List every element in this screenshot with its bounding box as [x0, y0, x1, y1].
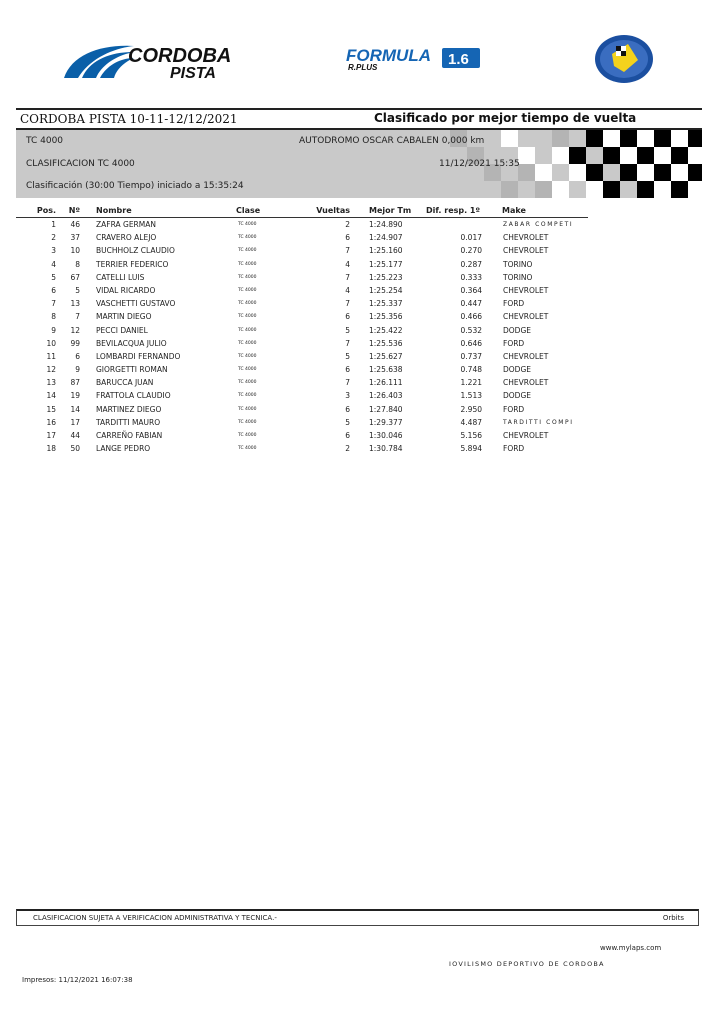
- formula-rplus-logo: [344, 46, 482, 72]
- cell-mejor-tm: 1:30.784: [369, 444, 403, 454]
- cell-make: CHEVROLET: [503, 233, 549, 243]
- cell-number: 19: [70, 391, 80, 401]
- cell-name: VASCHETTI GUSTAVO: [96, 299, 176, 309]
- cell-dif: 0.333: [460, 272, 482, 282]
- event-title: CORDOBA PISTA 10-11-12/12/2021: [20, 112, 238, 126]
- cell-name: LOMBARDI FERNANDO: [96, 351, 181, 361]
- cell-name: MARTINEZ DIEGO: [96, 404, 162, 414]
- session-detail: Clasificación (30:00 Tiempo) iniciado a 15:35:24: [26, 181, 244, 191]
- table-row: [16, 297, 588, 310]
- cell-vueltas: 6: [345, 233, 350, 243]
- cell-clase: TC 4000: [238, 367, 257, 373]
- cell-pos: 5: [51, 272, 56, 282]
- cell-mejor-tm: 1:25.177: [369, 259, 403, 269]
- cell-pos: 13: [46, 378, 56, 388]
- cell-make: FORD: [503, 444, 525, 454]
- table-row: [16, 271, 588, 284]
- cell-name: CRAVERO ALEJO: [96, 233, 157, 243]
- cell-name: BUCHHOLZ CLAUDIO: [96, 246, 175, 256]
- cell-mejor-tm: 1:25.160: [369, 246, 403, 256]
- header-name: Nombre: [96, 206, 132, 215]
- cell-make: FORD: [503, 299, 525, 309]
- federation-name: IOVILISMO DEPORTIVO DE CORDOBA: [449, 960, 605, 968]
- cell-pos: 10: [46, 338, 56, 348]
- cell-dif: 0.532: [460, 325, 482, 335]
- cell-clase: TC 4000: [238, 261, 257, 267]
- cell-name: BARUCCA JUAN: [96, 378, 154, 388]
- cell-dif: 0.737: [460, 351, 482, 361]
- cell-dif: 0.287: [460, 259, 482, 269]
- title-bar: [16, 108, 702, 130]
- session-label: CLASIFICACION TC 4000: [26, 159, 135, 169]
- cell-pos: 2: [51, 233, 56, 243]
- cell-mejor-tm: 1:29.377: [369, 417, 403, 427]
- cell-dif: 0.466: [460, 312, 482, 322]
- logo-formula-sub: R.PLUS: [348, 63, 378, 72]
- cell-vueltas: 4: [345, 259, 350, 269]
- cell-pos: 4: [51, 259, 56, 269]
- cell-make: CHEVROLET: [503, 246, 549, 256]
- header-dif: Dif. resp. 1º: [426, 206, 481, 215]
- cell-vueltas: 5: [345, 351, 350, 361]
- cell-vueltas: 2: [345, 444, 350, 454]
- cell-make: CHEVROLET: [503, 285, 549, 295]
- cell-mejor-tm: 1:25.627: [369, 351, 403, 361]
- cell-mejor-tm: 1:30.046: [369, 431, 403, 440]
- cell-name: CATELLI LUIS: [96, 272, 145, 282]
- header-vueltas: Vueltas: [316, 206, 350, 215]
- header-clase: Clase: [236, 206, 261, 215]
- cell-number: 7: [75, 312, 80, 322]
- cell-make: FORD: [503, 338, 525, 348]
- report-title: Clasificado por mejor tiempo de vuelta: [374, 111, 637, 125]
- logo-cordoba-line1: CORDOBA: [128, 45, 232, 67]
- cell-pos: 17: [46, 431, 56, 440]
- cell-mejor-tm: 1:25.356: [369, 312, 403, 322]
- cell-clase: TC 4000: [238, 406, 257, 412]
- cell-clase: TC 4000: [238, 314, 257, 320]
- cell-clase: TC 4000: [238, 433, 257, 438]
- cell-number: 6: [75, 351, 80, 361]
- cell-clase: TC 4000: [238, 287, 257, 293]
- cell-pos: 18: [46, 444, 56, 454]
- table-row: [16, 310, 588, 323]
- cell-number: 5: [75, 285, 80, 295]
- table-row: [16, 258, 588, 271]
- cell-name: VIDAL RICARDO: [96, 285, 156, 295]
- cell-mejor-tm: 1:25.254: [369, 285, 403, 295]
- cell-make: DODGE: [503, 365, 532, 375]
- cell-number: 10: [70, 246, 80, 256]
- footer-orbits: Orbits: [662, 914, 684, 922]
- cell-pos: 15: [46, 404, 56, 414]
- club-emblem-logo: [594, 34, 654, 84]
- cell-dif: 0.447: [460, 299, 482, 309]
- cell-dif: 5.156: [460, 431, 482, 440]
- cell-vueltas: 4: [345, 285, 350, 295]
- table-row: [16, 231, 588, 244]
- cell-pos: 12: [46, 365, 56, 375]
- cell-vueltas: 7: [345, 378, 350, 388]
- header-number: Nº: [68, 206, 80, 215]
- cell-make: CHEVROLET: [503, 378, 549, 388]
- footer-note: CLASIFICACION SUJETA A VERIFICACION ADMINISTRATIVA Y TECNICA.-: [33, 914, 277, 922]
- cell-number: 9: [75, 365, 80, 375]
- cell-pos: 1: [51, 220, 56, 229]
- cell-number: 14: [70, 404, 80, 414]
- table-header: [16, 204, 588, 218]
- logo-formula-text: FORMULA: [346, 46, 431, 65]
- cell-make: ZABAR COMPETI: [503, 221, 574, 228]
- cell-dif: 1.513: [460, 391, 482, 401]
- cell-make: TORINO: [503, 272, 533, 282]
- cell-number: 50: [70, 444, 80, 454]
- cell-number: 8: [75, 259, 80, 269]
- cell-mejor-tm: 1:25.337: [369, 299, 403, 309]
- header-mejor-tm: Mejor Tm: [369, 206, 412, 215]
- cell-mejor-tm: 1:26.111: [369, 378, 403, 388]
- category-label: TC 4000: [26, 136, 64, 146]
- cell-mejor-tm: 1:27.840: [369, 404, 403, 414]
- cell-make: TARDITTI COMPI: [503, 418, 574, 426]
- cell-number: 13: [70, 299, 80, 309]
- printed-timestamp: Impresos: 11/12/2021 16:07:38: [22, 976, 133, 984]
- cell-clase: TC 4000: [238, 393, 257, 399]
- cell-dif: 5.894: [460, 444, 482, 454]
- cell-pos: 16: [46, 417, 56, 427]
- cell-number: 99: [70, 338, 80, 348]
- cell-pos: 7: [51, 299, 56, 309]
- table-row: [16, 363, 588, 376]
- table-row: [16, 403, 588, 416]
- cell-clase: TC 4000: [238, 446, 257, 452]
- cell-mejor-tm: 1:25.536: [369, 338, 403, 348]
- cell-make: CHEVROLET: [503, 431, 549, 440]
- table-row: [16, 218, 588, 231]
- circuit-label: AUTODROMO OSCAR CABALEN 0,000 km: [299, 136, 485, 146]
- cell-number: 44: [70, 431, 80, 440]
- table-row: [16, 284, 588, 297]
- table-row: [16, 337, 588, 350]
- table-row: [16, 429, 588, 442]
- cell-dif: 0.017: [460, 233, 482, 243]
- cell-vueltas: 5: [345, 417, 350, 427]
- cell-name: TERRIER FEDERICO: [96, 259, 169, 269]
- cell-name: BEVILACQUA JULIO: [96, 338, 167, 348]
- cell-clase: TC 4000: [238, 419, 257, 425]
- cell-dif: 1.221: [460, 378, 482, 388]
- cell-vueltas: 2: [345, 220, 350, 229]
- cell-number: 67: [70, 272, 80, 282]
- table-row: [16, 389, 588, 402]
- cell-dif: 0.748: [460, 365, 482, 375]
- cell-clase: TC 4000: [238, 340, 257, 346]
- table-row: [16, 324, 588, 337]
- cell-name: GIORGETTI ROMAN: [96, 365, 168, 375]
- cell-make: DODGE: [503, 391, 532, 401]
- cell-dif: 0.646: [460, 338, 482, 348]
- cell-name: LANGE PEDRO: [96, 444, 151, 454]
- cell-name: FRATTOLA CLAUDIO: [96, 391, 171, 401]
- cell-dif: 2.950: [460, 404, 482, 414]
- cell-clase: TC 4000: [238, 353, 257, 359]
- cell-clase: TC 4000: [238, 301, 257, 307]
- cell-make: CHEVROLET: [503, 351, 549, 361]
- cell-pos: 11: [46, 351, 56, 361]
- cell-mejor-tm: 1:25.223: [369, 272, 403, 282]
- table-row: [16, 244, 588, 257]
- cell-vueltas: 7: [345, 338, 350, 348]
- table-row: [16, 442, 588, 455]
- cell-make: CHEVROLET: [503, 312, 549, 322]
- cell-mejor-tm: 1:25.638: [369, 365, 403, 375]
- cell-number: 12: [70, 325, 80, 335]
- cell-pos: 6: [51, 285, 56, 295]
- cell-clase: TC 4000: [238, 222, 257, 227]
- cell-make: DODGE: [503, 325, 532, 335]
- table-row: [16, 376, 588, 389]
- cell-clase: TC 4000: [238, 380, 257, 386]
- cell-pos: 8: [51, 312, 56, 322]
- logo-formula-badge: 1.6: [448, 51, 469, 68]
- session-info-box: [16, 130, 702, 198]
- cell-pos: 3: [51, 246, 56, 256]
- cell-vueltas: 6: [345, 404, 350, 414]
- cell-number: 17: [70, 417, 80, 427]
- cell-vueltas: 6: [345, 312, 350, 322]
- cell-vueltas: 7: [345, 272, 350, 282]
- footer-bar: [16, 909, 699, 926]
- table-row: [16, 350, 588, 363]
- cordoba-pista-logo: [62, 40, 232, 82]
- cell-vueltas: 7: [345, 299, 350, 309]
- cell-make: FORD: [503, 404, 525, 414]
- logo-cordoba-line2: PISTA: [170, 65, 216, 82]
- cell-name: PECCI DANIEL: [96, 325, 148, 335]
- results-table: [16, 204, 588, 455]
- session-datetime: 11/12/2021 15:35: [439, 159, 520, 169]
- cell-name: ZAFRA GERMAN: [96, 220, 156, 229]
- cell-clase: TC 4000: [238, 248, 257, 254]
- cell-vueltas: 7: [345, 246, 350, 256]
- cell-clase: TC 4000: [238, 235, 257, 241]
- cell-mejor-tm: 1:26.403: [369, 391, 403, 401]
- cell-dif: 0.270: [460, 246, 482, 256]
- cell-number: 46: [70, 220, 80, 229]
- cell-mejor-tm: 1:25.422: [369, 325, 403, 335]
- cell-mejor-tm: 1:24.907: [369, 233, 403, 243]
- cell-clase: TC 4000: [238, 274, 257, 280]
- cell-make: TORINO: [503, 259, 533, 269]
- cell-name: CARREÑO FABIAN: [96, 431, 163, 440]
- table-body: [16, 218, 588, 455]
- header-make: Make: [502, 206, 526, 215]
- cell-dif: 0.364: [460, 285, 482, 295]
- cell-dif: 4.487: [460, 417, 482, 427]
- cell-name: TARDITTI MAURO: [96, 417, 161, 427]
- cell-number: 37: [70, 233, 80, 243]
- cell-pos: 14: [46, 391, 56, 401]
- mylaps-website: www.mylaps.com: [600, 944, 662, 952]
- header-pos: Pos.: [36, 206, 56, 215]
- cell-vueltas: 6: [345, 365, 350, 375]
- cell-mejor-tm: 1:24.890: [369, 220, 403, 229]
- cell-vueltas: 5: [345, 325, 350, 335]
- cell-number: 87: [70, 378, 80, 388]
- table-row: [16, 416, 588, 429]
- cell-vueltas: 3: [345, 391, 350, 401]
- cell-name: MARTIN DIEGO: [96, 312, 152, 322]
- cell-pos: 9: [51, 325, 56, 335]
- cell-clase: TC 4000: [238, 327, 257, 333]
- cell-vueltas: 6: [345, 431, 350, 440]
